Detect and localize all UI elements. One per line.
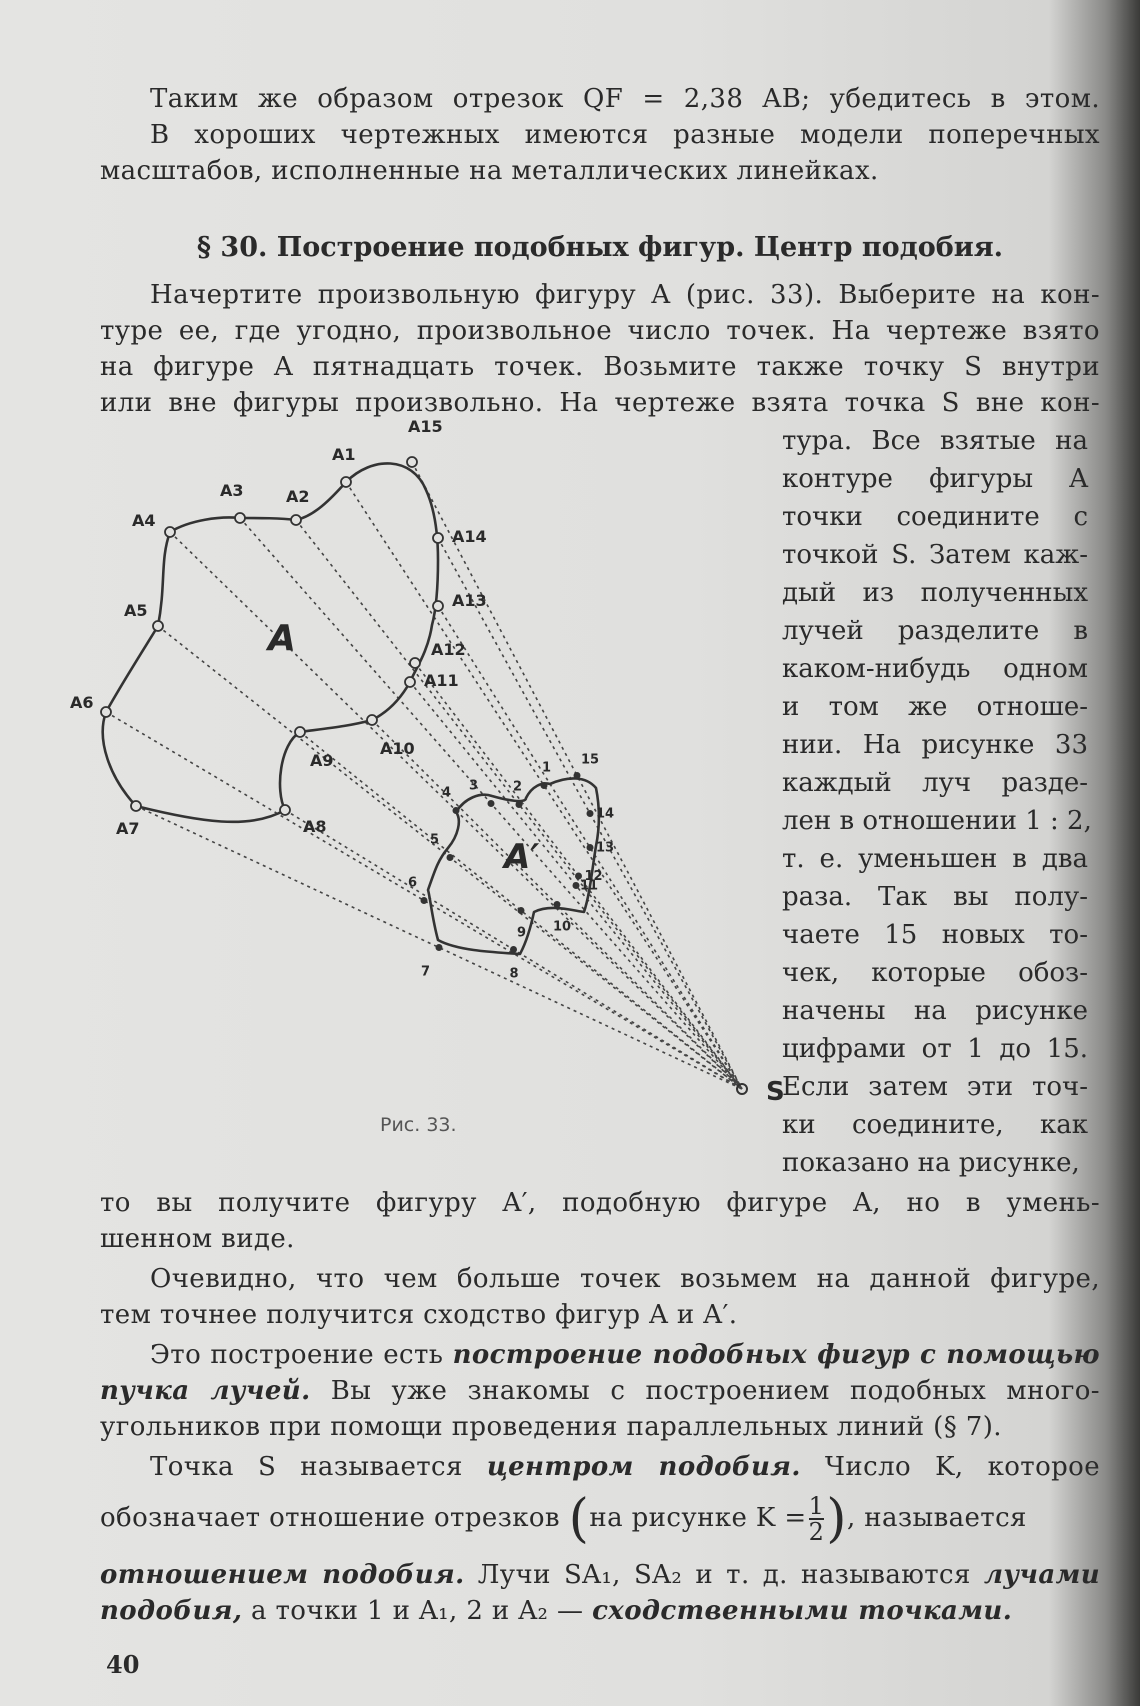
column-line: точки соедините с [782,502,1088,532]
text-span: , называется [846,1503,1027,1533]
figure-A-point-label: A8 [303,817,327,836]
figure-A-prime-point-label: 3 [469,778,479,794]
text-span: Лучи SA₁, SA₂ и т. д. называются [464,1560,984,1590]
figure-A-prime-point-label: 12 [584,869,603,884]
figure-A-point-label: A5 [124,601,148,620]
figure-A-prime-point [447,854,454,861]
column-line: начены на рисунке [782,996,1088,1026]
text-line [150,1338,1100,1372]
figure-A-point [101,707,111,717]
center-label-S: S [766,1077,785,1107]
text-line-with-fraction: обозначает отношение отрезков (на рисунке K = $\frac{1}{2}$ ), называется [100,1489,1027,1549]
column-line: чаете 15 новых то- [782,920,1088,950]
section-heading: § 30. Построение подобных фигур. Центр подобия. [196,232,1004,263]
figure-A-point [291,515,301,525]
figure-A-prime-point [541,782,548,789]
column-line: дый из полученных [782,578,1088,608]
figure-A-point-label: A15 [408,417,443,436]
text-line: угольников при помощи проведения параллельных линий (§ 7). [100,1412,1002,1442]
figure-A-point-label: A1 [332,445,356,464]
figure-A-prime-point [587,810,594,817]
text-span: Вы уже знакомы с построением подобных много- [310,1376,1100,1406]
text-line: Таким же образом отрезок QF = 2,38 AB; убедитесь в этом. [150,84,1100,114]
text-line [100,1374,1100,1408]
column-line: показано на рисунке, [782,1148,1080,1178]
text-span: Точка S называется [150,1452,487,1482]
figure-A-point-label: A6 [70,693,94,712]
figure-A-prime-point [574,772,581,779]
figure-A-point-label: A9 [310,751,334,770]
text-line: шенном виде. [100,1224,295,1254]
text-line: тем точнее получится сходство фигур A и A′. [100,1300,738,1330]
text-line [100,1558,1100,1592]
figure-A-prime-point-label: 9 [517,925,527,941]
column-line: контуре фигуры A [782,464,1088,494]
figure-A-point-label: A12 [431,640,466,659]
figure-A-point [367,715,377,725]
fraction-numerator: 1 [808,1492,825,1520]
figure-A-prime-point-label: 4 [442,785,452,801]
figure-A-point [341,477,351,487]
emphasis-term: построение подобных фигур с помощью [452,1340,1100,1370]
fraction-one-half [809,1494,825,1544]
figure-A-prime-point-label: 11 [580,878,599,894]
fraction-denominator: 2 [808,1518,825,1546]
figure-A-prime-point [516,801,523,808]
column-line: ки соедините, как [782,1110,1088,1140]
figure-A-point-label: A3 [220,481,244,500]
text-line: В хороших чертежных имеются разные модели поперечных [150,120,1100,150]
figure-A-point [433,533,443,543]
emphasis-term: центром подобия. [486,1452,801,1482]
text-span: а точки 1 и A₁, 2 и A₂ — [242,1596,593,1626]
page-number: 40 [106,1650,140,1679]
figure-A-prime-point-label: 1 [542,760,552,776]
column-line: т. е. уменьшен в два [782,844,1088,874]
text-line: масштабов, исполненные на металлических линейках. [100,156,879,186]
emphasis-term: лучами [983,1560,1101,1590]
figure-A-prime-point-label: 13 [596,840,615,856]
emphasis-term: пучка лучей. [100,1376,311,1406]
figure-A-point [131,801,141,811]
figure-A-point-label: A4 [132,511,156,530]
column-line: нии. На рисунке 33 [782,730,1088,760]
column-line: чек, которые обоз- [782,958,1088,988]
text-line [100,1594,1100,1628]
emphasis-term: подобия, [100,1596,243,1626]
figure-A-point-label: A11 [424,671,459,690]
emphasis-term: сходственными точками. [592,1596,1013,1626]
rays [106,462,742,1089]
figure-A-point [407,457,417,467]
figure-A-point [405,677,415,687]
figure-A-prime-point [554,901,561,908]
column-line: цифрами от 1 до 15. [782,1034,1088,1064]
figure-A-prime-point [488,800,495,807]
text-line: или вне фигуры произвольно. На чертеже взята точка S вне кон- [100,388,1100,418]
text-span: Число K, которое [800,1452,1101,1482]
column-line: лен в отношении 1 : 2, [782,806,1092,836]
figure-A-point-label: A13 [452,591,487,610]
text-line: Очевидно, что чем больше точек возьмем на данной фигуре, [150,1264,1100,1294]
figure-A-prime-point [573,882,580,889]
emphasis-term: отношением подобия. [100,1560,465,1590]
text-line: туре ее, где угодно, произвольное число точек. На чертеже взято [100,316,1100,346]
figure-A-prime-point [518,907,525,914]
figure-A-point [280,805,290,815]
figure-A-point-label: A7 [116,819,140,838]
text-span: на рисунке K = [589,1503,807,1533]
figure-A-prime-point-label: 15 [581,752,600,768]
column-line: каком-нибудь одном [782,654,1088,684]
text-line: то вы получите фигуру A′, подобную фигуре A, но в умень- [100,1188,1100,1218]
text-line: Начертите произвольную фигуру A (рис. 33). Выберите на кон- [150,280,1100,310]
column-line: лучей разделите в [782,616,1088,646]
figure-A-point-label: A2 [286,487,310,506]
figure-A-label: A [268,618,296,659]
figure-A-point [165,527,175,537]
column-line: Если затем эти точ- [782,1072,1088,1102]
figure-A-prime-label: A′ [504,837,540,877]
text-line [150,1450,1100,1484]
column-line: каждый луч разде- [782,768,1088,798]
figure-A-point-label: A14 [452,527,487,546]
figure-A-prime-point-label: 6 [408,875,418,891]
figure-A-point [410,658,420,668]
figure-A-prime-point-label: 2 [513,779,523,795]
figure-caption: Рис. 33. [380,1114,457,1136]
figure-A-prime-point [510,946,517,953]
figure-A-prime-point [453,807,460,814]
column-line: точкой S. Затем каж- [782,540,1088,570]
figure-A-prime-point [587,844,594,851]
figure-A-prime-point-label: 10 [553,919,572,935]
figure-A-prime-point-label: 8 [509,966,519,982]
figure-A-prime-point-label: 7 [421,964,431,980]
figure-A-point [235,513,245,523]
figure-A-point [295,727,305,737]
column-line: тура. Все взятые на [782,426,1088,456]
figure-A-prime-point [421,897,428,904]
figure-A-point [153,621,163,631]
figure-A-point-label: A10 [380,739,415,758]
column-line: раза. Так вы полу- [782,882,1088,912]
column-line: и том же отноше- [782,692,1088,722]
text-span: Это построение есть [150,1340,453,1370]
figure-A-prime-point [436,944,443,951]
figure-A-prime-point-label: 5 [430,832,440,848]
text-span: обозначает отношение отрезков [100,1503,560,1533]
text-line: на фигуре A пятнадцать точек. Возьмите также точку S внутри [100,352,1101,382]
figure-A-point [433,601,443,611]
figure-A-prime-point-label: 14 [596,806,615,822]
